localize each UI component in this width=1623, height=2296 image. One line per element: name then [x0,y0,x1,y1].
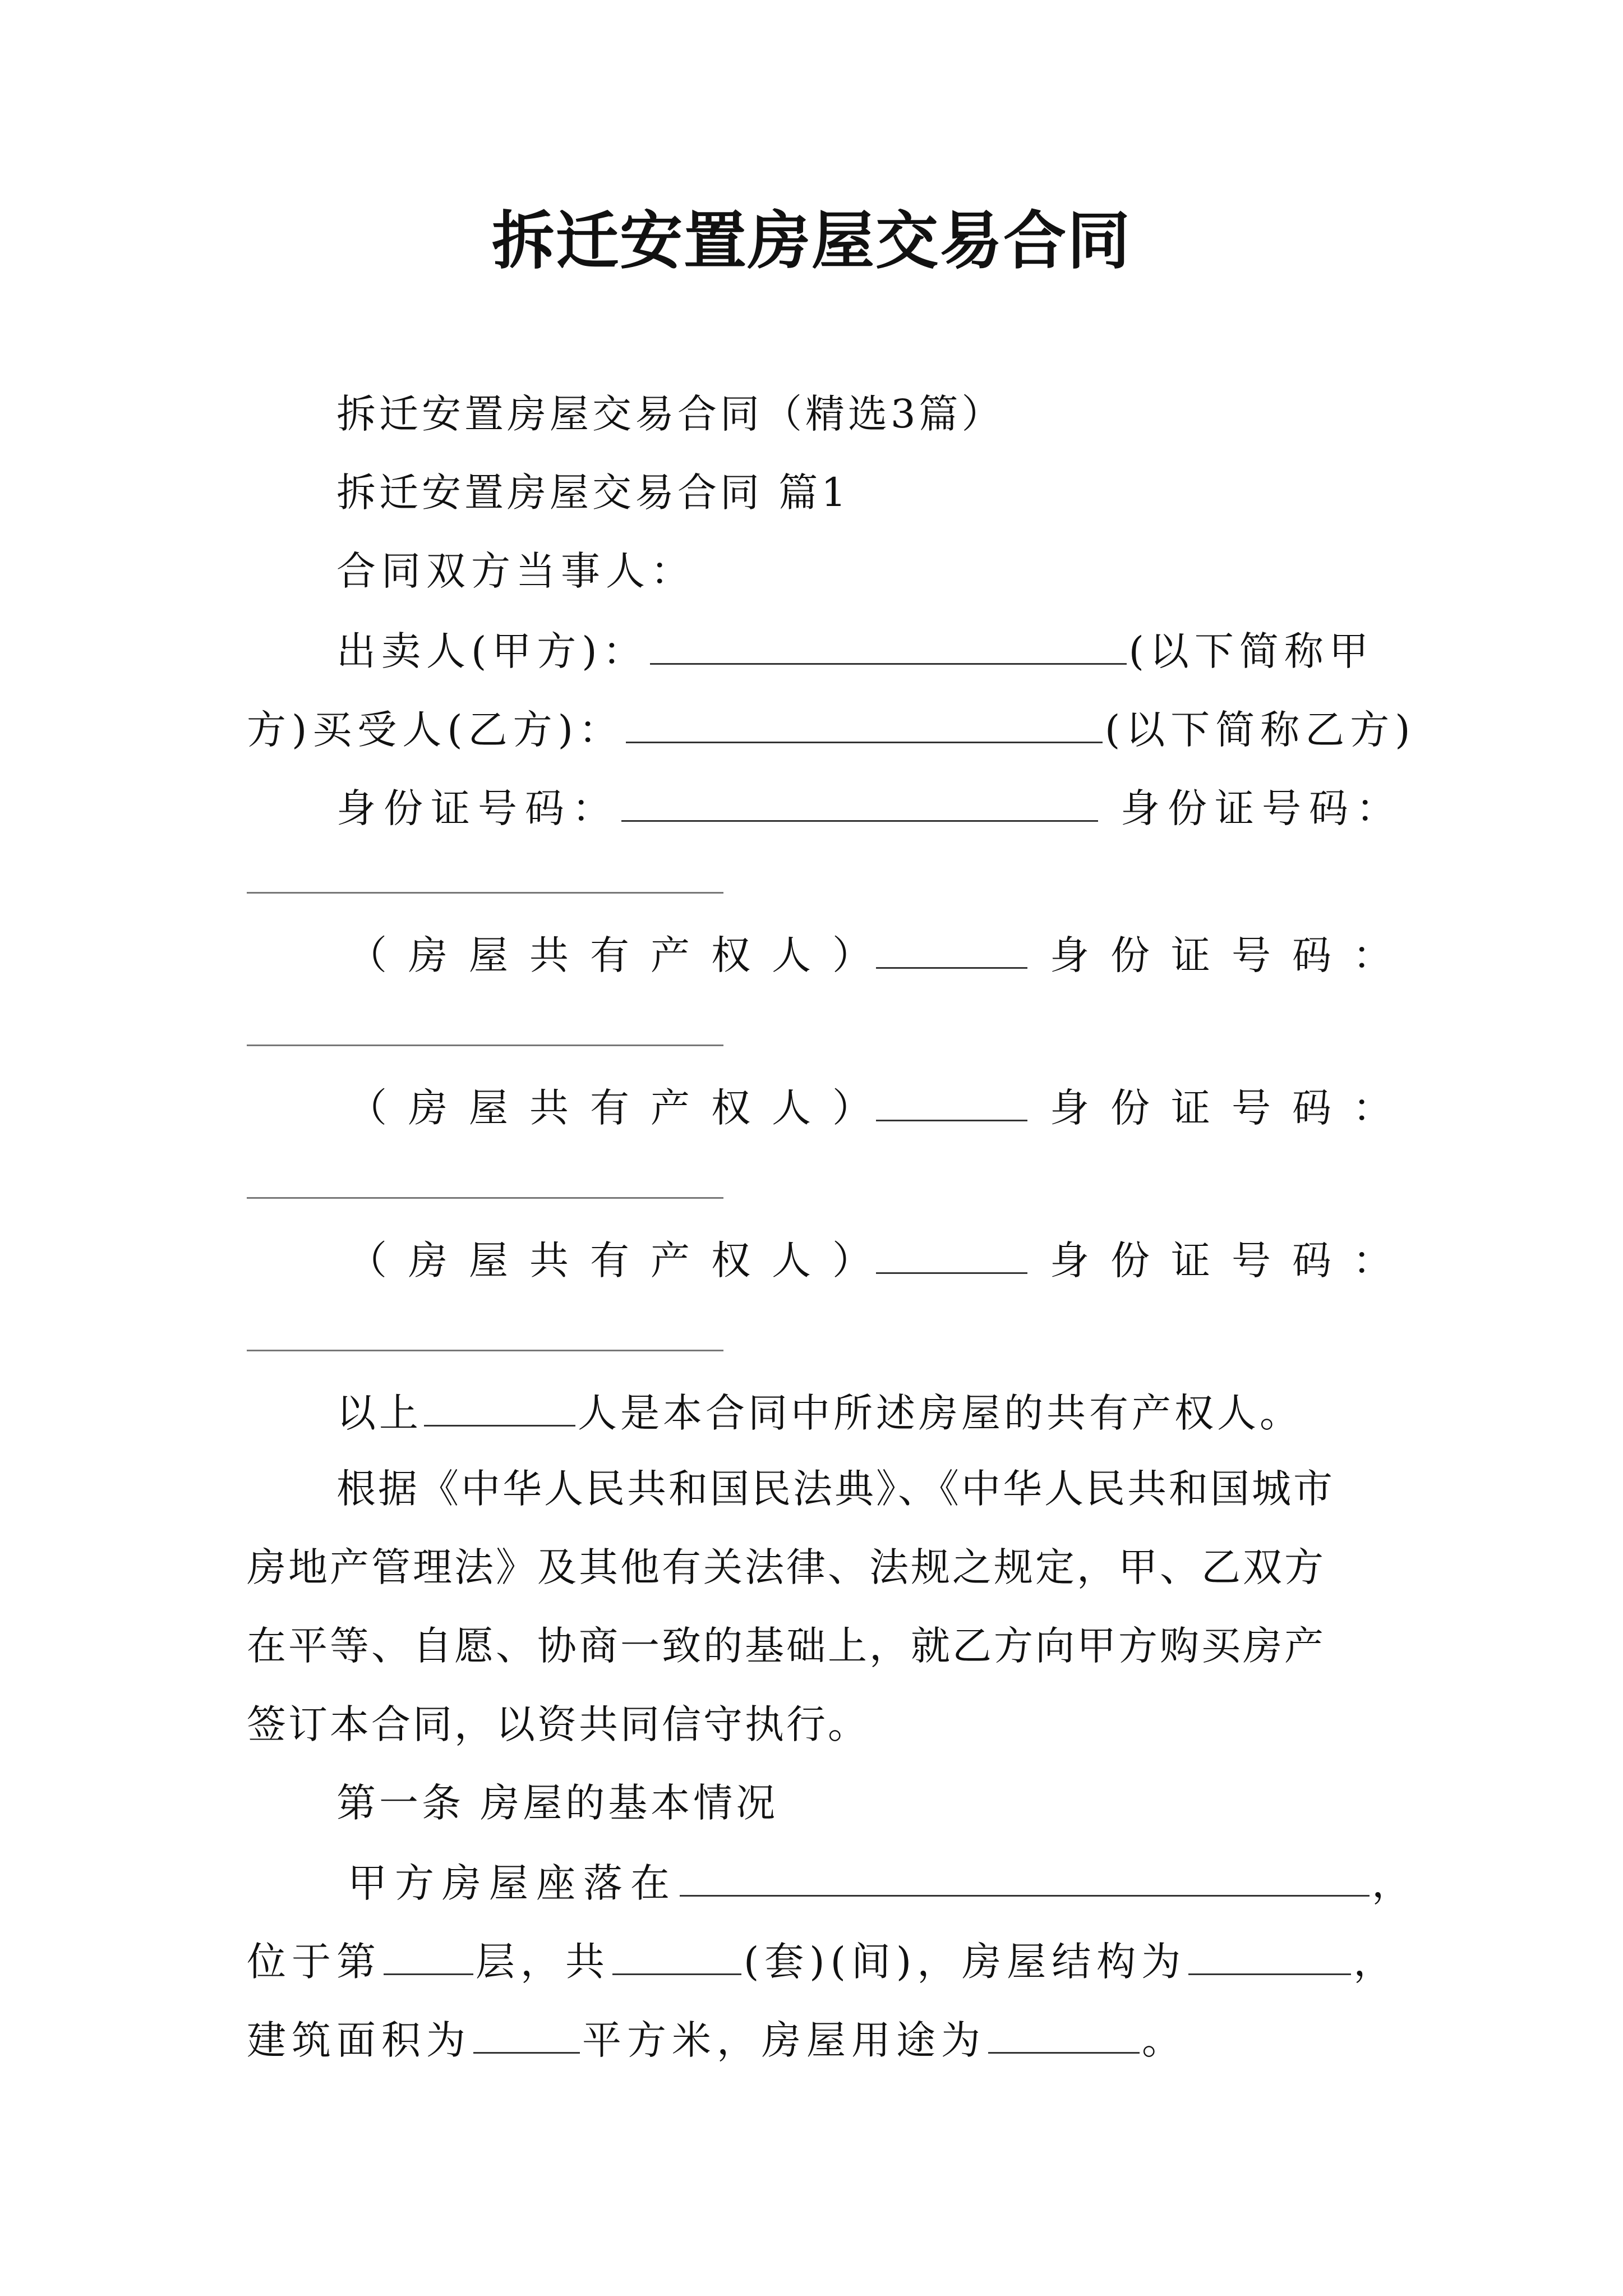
id-label-1: 身份证号码： [336,785,619,831]
co-owners-summary [336,1383,1302,1439]
location-label: 甲方房屋座落在 [348,1860,677,1906]
co-owner-id-blank [247,1350,723,1351]
structure-blank [1188,1932,1351,1975]
seller-name-blank [650,622,1127,665]
parties-intro: 合同双方当事人： [336,548,695,594]
basis-line-1: 根据《中华人民共和国民法典》、《中华人民共和国城市 [336,1466,1335,1512]
area-line [247,2010,1187,2067]
area-blank [473,2010,580,2054]
document-title: 拆迁安置房屋交易合同 [492,204,1131,278]
buyer-name-blank [626,700,1103,743]
basis-line-3: 在平等、自愿、协商一致的基础上，就乙方向甲方购买房产 [247,1623,1326,1669]
co-owner-line-1 [348,926,1413,982]
floor-middle: 层，共 [476,1939,610,1985]
buyer-suffix: (以下简称乙方) [1104,707,1416,753]
co-owner-label: （房屋共有产权人） [348,1237,893,1283]
area-prefix: 建筑面积为 [247,2017,471,2063]
summary-suffix: 人是本合同中所述房屋的共有产权人。 [578,1390,1302,1436]
buyer-id-blank [247,892,723,894]
usage-blank [988,2010,1140,2054]
co-owner-id-label: 身份证号码： [1050,1237,1413,1283]
floor-prefix: 位于第 [247,1939,381,1985]
co-owner-name-blank [876,926,1027,969]
buyer-prefix: 方)买受人(乙方)： [247,707,624,753]
co-owner-label: （房屋共有产权人） [348,1085,893,1131]
buyer-line [247,700,1416,756]
seller-id-blank [621,779,1098,822]
co-owner-line-3 [348,1231,1413,1287]
summary-prefix: 以上 [336,1390,422,1436]
subtitle: 拆迁安置房屋交易合同（精选3篇） [336,391,1004,437]
location-blank [680,1853,1370,1897]
basis-line-2: 房地产管理法》及其他有关法律、法规之规定，甲、乙双方 [247,1544,1326,1590]
co-owner-name-blank [876,1231,1027,1274]
id-line [336,779,1403,835]
floor-line [247,1932,1398,1988]
co-owner-id-blank [247,1045,723,1046]
id-label-2: 身份证号码： [1121,785,1403,831]
co-owner-line-2 [348,1078,1413,1134]
basis-line-4: 签订本合同，以资共同信守执行。 [247,1701,869,1747]
area-end: 。 [1142,2017,1187,2063]
location-comma: ， [1372,1860,1419,1906]
co-owner-count-blank [424,1383,575,1427]
co-owner-id-label: 身份证号码： [1050,932,1413,978]
co-owner-name-blank [876,1078,1027,1121]
floor-comma: ， [1353,1939,1399,1985]
location-line [348,1853,1419,1910]
floor-unit-label: (套)(间)，房屋结构为 [744,1939,1187,1985]
co-owner-label: （房屋共有产权人） [348,932,893,978]
unit-count-blank [612,1932,741,1975]
seller-label: 出卖人(甲方)： [336,628,648,674]
floor-number-blank [384,1932,473,1975]
seller-suffix: (以下简称甲 [1128,628,1374,674]
area-middle: 平方米，房屋用途为 [582,2017,986,2063]
section-heading: 拆迁安置房屋交易合同 篇1 [336,470,850,516]
co-owner-id-label: 身份证号码： [1050,1085,1413,1131]
article1-heading: 第一条 房屋的基本情况 [336,1780,779,1826]
co-owner-id-blank [247,1197,723,1199]
seller-line [336,622,1374,678]
